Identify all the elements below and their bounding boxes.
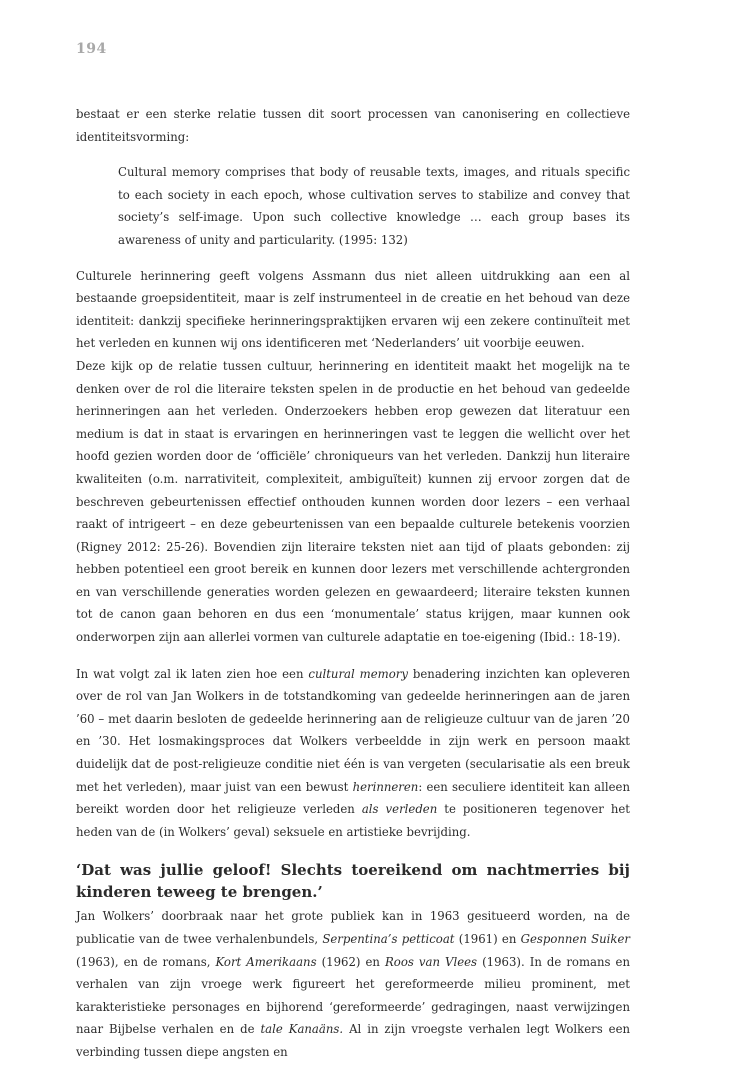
paragraph-literature: Deze kijk op de relatie tussen cultuur, herinnering en identiteit maakt het mogelijk na te denken over de rol die literaire teksten spelen in de productie en het behoud van gedeelde herinneringen aan het verleden. Onderzoekers hebben erop gewezen dat literatuur een medium is dat in staat is ervaringen en herinneringen vast te leggen die wellicht over het hoofd gezien worden door de ‘officiële’ chroniqueurs van het verleden. Dankzij hun literaire kwaliteiten (o.m. narrativiteit, complexiteit, ambiguïteit) kunnen zij ervoor zorgen dat de beschreven gebeurtenissen effectief onthouden kunnen worden door lezers – een verhaal raakt of intrigeert – en deze gebeurtenissen van een bepaalde culturele betekenis voorzien (Rigney 2012: 25-26). Bovendien zijn literaire teksten niet aan tijd of plaats gebonden: zij hebben potentieel een groot bereik en kunnen door lezers met verschillende achtergronden en van verschillende generaties worden gelezen en gewaardeerd; literaire teksten kunnen tot de canon gaan behoren en dus een ‘monumentale’ status krijgen, maar kunnen ook onderworpen zijn aan allerlei vormen van culturele adaptatie en toe-eigening (Ibid.: 18-19). xyxy=(76,358,630,645)
text-run: benadering inzichten kan opleveren over de rol van Jan Wolkers in de totstandkoming van gedeelde herinneringen aan de jaren ’60 – met daarin besloten de gedeelde herinnering aan de religieuze cultuur van de jaren ’20 en ’30. Het losmakingsproces dat Wolkers verbeeldde in zijn werk en persoon maakt duidelijk dat de post-religieuze conditie niet één is van vergeten (secularisatie als een breuk met het verleden), maar juist van een bewust xyxy=(76,666,630,794)
text-run: (1963). In de romans en verhalen van zijn vroege werk figureert het gereformeerde milieu prominent, met karakteristieke personages en bijhorend ‘gereformeerde’ gedragingen, naast verwijzingen naar Bijbelse verhalen en de xyxy=(76,954,631,1037)
italic-text: tale Kanaäns. xyxy=(260,1022,344,1037)
text-run: (1963), en de romans, xyxy=(76,954,216,969)
text-run: : een seculiere identiteit kan alleen bereikt worden door het religieuze verleden xyxy=(76,779,630,817)
text-run: (1961) en xyxy=(454,932,521,946)
text-run: te positioneren tegenover het heden van de (in Wolkers’ geval) seksuele en artistieke bevrijding. xyxy=(76,802,630,839)
italic-text: herinneren xyxy=(352,779,419,794)
paragraph-cultural-memory xyxy=(76,663,630,844)
section-heading: ‘Dat was jullie geloof! Slechts toereikend om nachtmerries bij kinderen teweeg te brengen.’ xyxy=(76,861,630,902)
italic-text: als verleden xyxy=(361,802,438,817)
text-run: (1962) en xyxy=(316,954,385,969)
book-title: Roos van Vlees xyxy=(385,954,478,969)
text-run: In wat volgt zal ik laten zien hoe een xyxy=(76,666,309,681)
paragraph-intro: bestaat er een sterke relatie tussen dit soort processen van canonisering en collectieve identiteitsvorming: xyxy=(76,107,630,144)
block-quote: Cultural memory comprises that body of reusable texts, images, and rituals specific to each society in each epoch, whose cultivation serves to stabilize and convey that society’s self-image. Upon such collective knowledge … each group bases its awareness of unity and particularity. (1995: 132) xyxy=(118,165,630,247)
paragraph-wolkers xyxy=(76,905,630,1063)
book-title: Kort Amerikaans xyxy=(215,954,317,969)
text-run: Jan Wolkers’ doorbraak naar het grote publiek kan in 1963 gesitueerd worden, na de publicatie van de twee verhalenbundels, xyxy=(76,909,630,946)
italic-text: cultural memory xyxy=(308,666,408,681)
text-run: Al in zijn vroegste verhalen legt Wolkers een verbinding tussen diepe angsten en xyxy=(76,1022,631,1059)
paragraph-assmann: Culturele herinnering geeft volgens Assmann dus niet alleen uitdrukking aan een al bestaande groepsidentiteit, maar is zelf instrumenteel in de creatie en het behoud van deze identiteit: dankzij specifieke herinneringspraktijken ervaren wij een zekere continuïteit met het verleden en kunnen wij ons identificeren met ‘Nederlanders’ uit voorbije eeuwen. xyxy=(76,268,630,351)
book-title: Gesponnen Suiker xyxy=(520,932,631,946)
book-title: Serpentina’s petticoat xyxy=(322,932,455,946)
page-number: 194 xyxy=(76,41,107,57)
body-text xyxy=(76,103,630,1064)
